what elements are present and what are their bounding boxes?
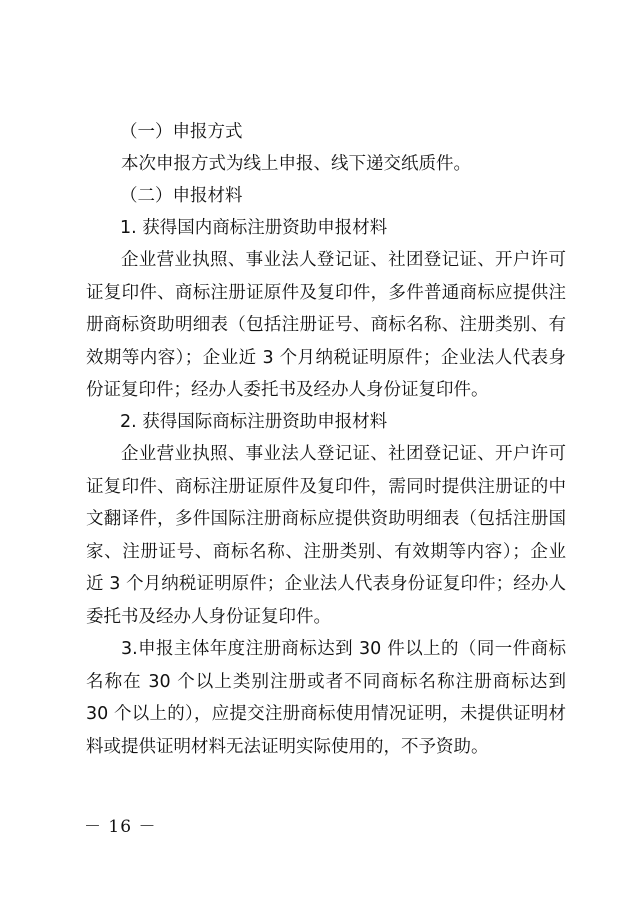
section-1-text: 本次申报方式为线上申报、线下递交纸质件。 [121,154,471,174]
item-2-text: 企业营业执照、事业法人登记证、社团登记证、开户许可证复印件、商标注册证原件及复印件，需同时提供注册证的中文翻译件，多件国际注册商标应提供资助明细表（包括注册国家、注册证号、商标名称、注册类别、有效期等内容）；企业近 3 个月纳税证明原件；企业法人代表身份证复印件；经办人委托书及经办人身份证复印件。 [86,444,566,627]
item-2-heading: 2. 获得国际商标注册资助申报材料 [120,412,388,432]
section-2-heading: （二）申报材料 [120,186,243,206]
item-3-text: 3.申报主体年度注册商标达到 30 件以上的（同一件商标名称在 30 个以上类别注册或者不同商标名称注册商标达到 30 个以上的），应提交注册商标使用情况证明，未提供证明材料或提供证明材料无法证明实际使用的，不予资助。 [86,639,566,757]
page-number: － 16 － [84,817,157,837]
item-1-heading: 1. 获得国内商标注册资助申报材料 [120,218,388,238]
item-1-text: 企业营业执照、事业法人登记证、社团登记证、开户许可证复印件、商标注册证原件及复印件，多件普通商标应提供注册商标资助明细表（包括注册证号、商标名称、注册类别、有效期等内容）；企业近 3 个月纳税证明原件；企业法人代表身份证复印件；经办人委托书及经办人身份证复印件。 [86,250,566,400]
section-1-heading: （一）申报方式 [120,122,243,142]
